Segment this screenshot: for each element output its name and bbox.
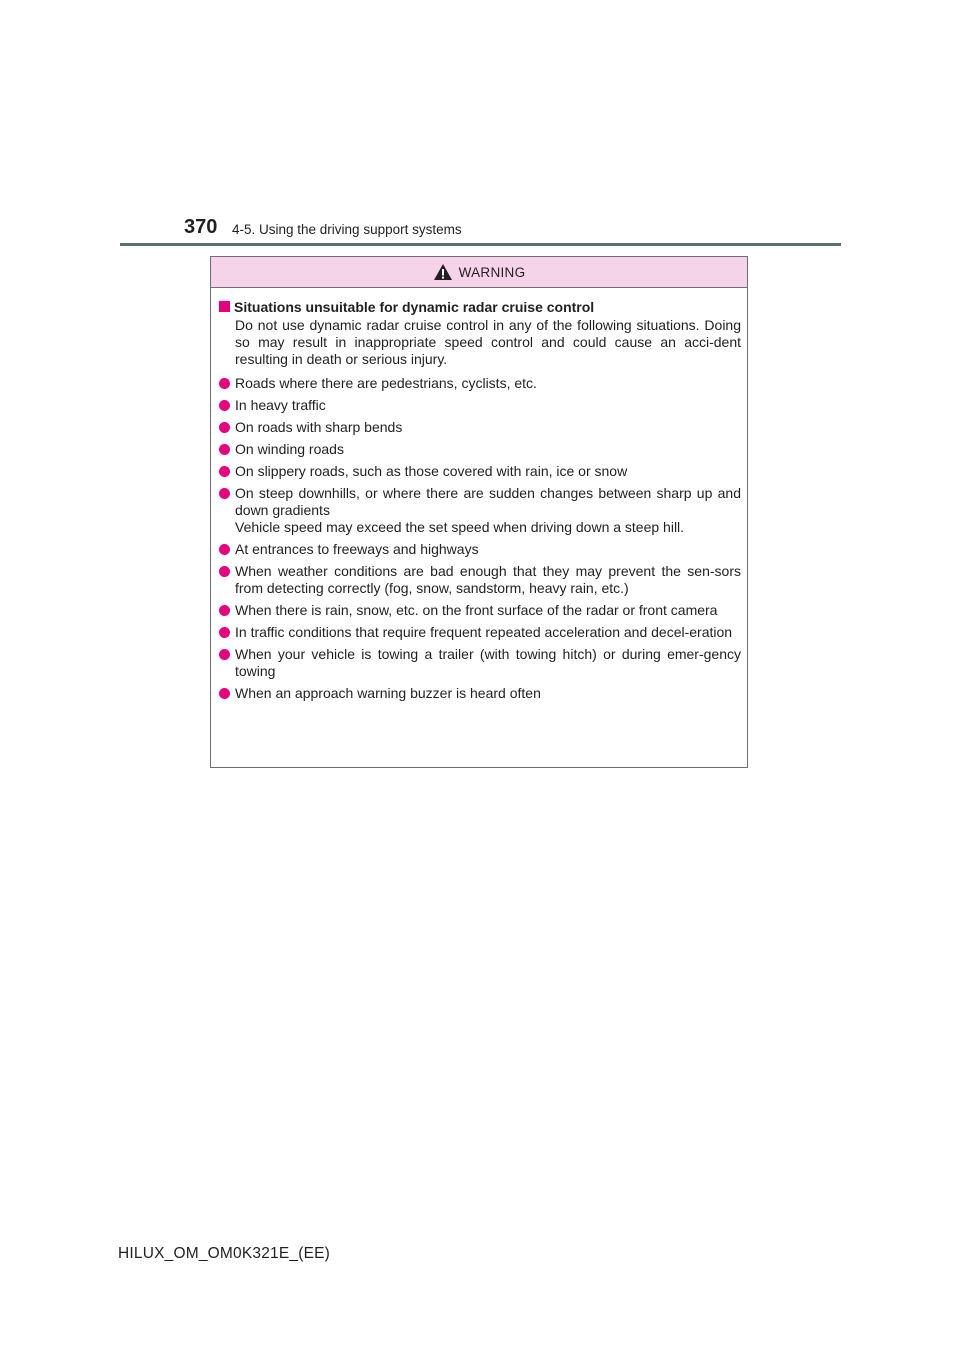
header-rule (120, 243, 841, 246)
list-item-text: On slippery roads, such as those covered with rain, ice or snow (235, 463, 628, 479)
page-number: 370 (184, 216, 218, 238)
warning-body (211, 288, 747, 702)
warning-box (210, 256, 748, 768)
list-item (219, 602, 741, 619)
list-item-text: When there is rain, snow, etc. on the front surface of the radar or front camera (235, 602, 718, 618)
bullet-icon (219, 444, 230, 455)
document-code: HILUX_OM_OM0K321E_(EE) (118, 1245, 331, 1262)
list-item (219, 463, 741, 480)
list-item (219, 646, 741, 680)
bullet-icon (219, 466, 230, 477)
bullet-icon (219, 488, 230, 499)
bullet-icon (219, 627, 230, 638)
list-item-text: In traffic conditions that require frequent repeated acceleration and decel-eration (235, 624, 733, 640)
warning-heading-text: Situations unsuitable for dynamic radar cruise control (234, 299, 595, 315)
bullet-icon (219, 378, 230, 389)
list-item-text: In heavy traffic (235, 397, 326, 413)
bullet-icon (219, 649, 230, 660)
bullet-icon (219, 400, 230, 411)
list-item (219, 563, 741, 597)
list-item-text: At entrances to freeways and highways (235, 541, 479, 557)
bullet-icon (219, 688, 230, 699)
section-title: 4-5. Using the driving support systems (232, 222, 462, 237)
list-item (219, 375, 741, 392)
list-item-text: On steep downhills, or where there are sudden changes between sharp up and down gradients Vehicle speed may exceed the set speed when driving down a steep hill. (235, 485, 741, 535)
list-item (219, 419, 741, 436)
bullet-icon (219, 566, 230, 577)
list-item (219, 441, 741, 458)
bullet-icon (219, 605, 230, 616)
warning-intro: Do not use dynamic radar cruise control in any of the following situations. Doing so may result in inappropriate speed control and could cause an acci-dent resulting in death or serious injury. (235, 317, 741, 367)
bullet-icon (219, 422, 230, 433)
list-item-text: When an approach warning buzzer is heard often (235, 685, 541, 701)
list-item (219, 397, 741, 414)
warning-label: WARNING (458, 264, 526, 280)
list-item-text: Roads where there are pedestrians, cyclists, etc. (235, 375, 537, 391)
warning-item-list (219, 375, 741, 702)
list-item-text: When weather conditions are bad enough that they may prevent the sen-sors from detecting correctly (fog, snow, sandstorm, heavy rain, etc.) (235, 563, 741, 596)
list-item (219, 685, 741, 702)
warning-header (211, 257, 747, 288)
list-item (219, 541, 741, 558)
bullet-icon (219, 544, 230, 555)
warning-triangle-icon (433, 263, 453, 281)
list-item-text: When your vehicle is towing a trailer (with towing hitch) or during emer-gency towing (235, 646, 741, 679)
list-item-text: On roads with sharp bends (235, 419, 403, 435)
square-bullet-icon (219, 301, 230, 312)
list-item (219, 485, 741, 536)
list-item (219, 624, 741, 641)
list-item-text: On winding roads (235, 441, 344, 457)
warning-heading (219, 298, 741, 316)
